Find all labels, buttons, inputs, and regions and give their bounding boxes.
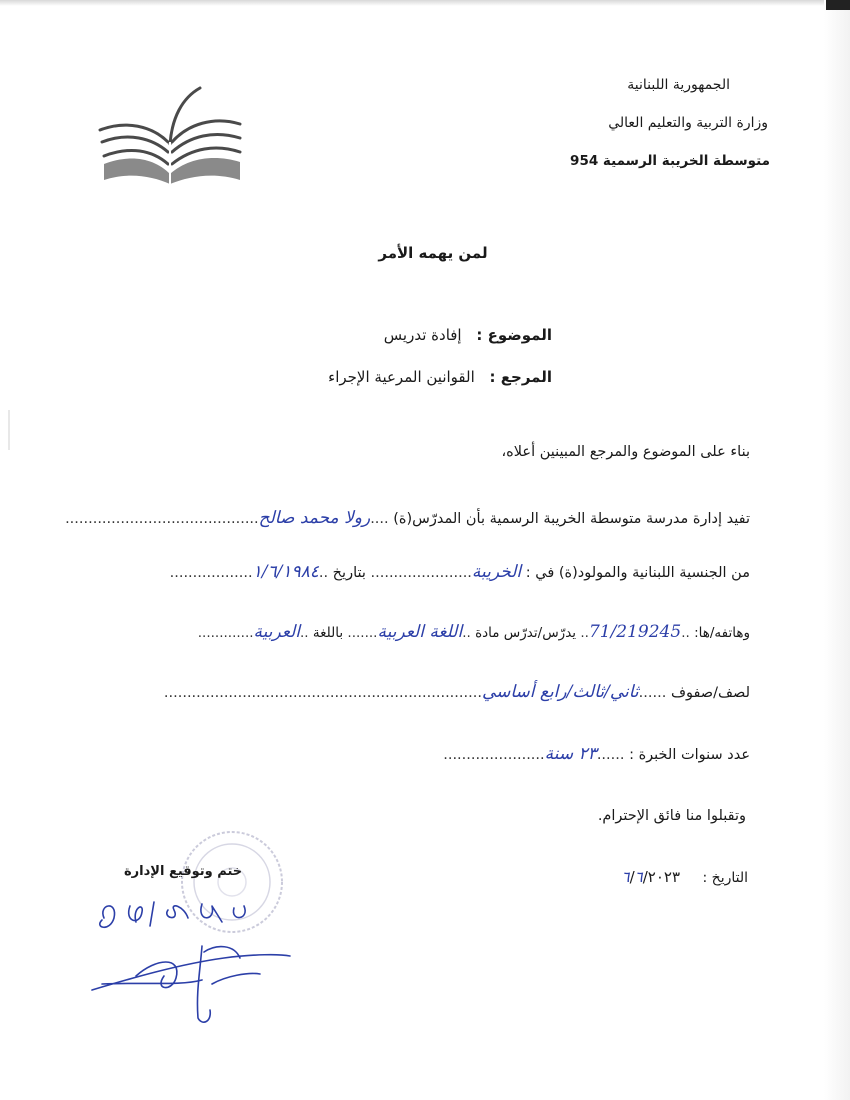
classes-row	[164, 682, 750, 702]
reference-row	[328, 368, 552, 386]
scan-edge-top	[0, 0, 850, 6]
classes-handwritten: ثاني/ثالث/رابع أساسي	[481, 682, 639, 702]
open-book-logo-icon	[96, 84, 246, 184]
closing-line: وتقبلوا منا فائق الإحترام.	[597, 808, 746, 824]
letter-title	[0, 244, 850, 262]
dotted-leader: ..........................................	[65, 511, 259, 527]
dotted-leader: ......	[596, 747, 625, 763]
birth-date-label: بتاريخ	[332, 565, 366, 581]
dotted-leader: ..	[318, 565, 329, 581]
dotted-leader: .....................................................................	[163, 685, 482, 701]
teaches-subject-label: يدرّس/تدرّس مادة	[475, 625, 577, 641]
dotted-leader: ..................	[169, 565, 253, 581]
phone-label: وهاتفه/ها:	[694, 625, 750, 641]
header-ministry: وزارة التربية والتعليم العالي	[608, 115, 768, 131]
teacher-row	[65, 508, 750, 528]
dotted-leader: ....	[370, 511, 389, 527]
subject-row	[384, 326, 552, 344]
teacher-name-handwritten: رولا محمد صالح	[258, 508, 371, 528]
birth-prefix: من الجنسية اللبنانية والمولود(ة) في :	[525, 565, 750, 581]
scan-edge-right	[824, 0, 850, 1100]
phone-handwritten: 71/219245	[588, 622, 682, 642]
reference-value: القوانين المرعية الإجراء	[328, 368, 475, 386]
classes-label: لصف/صفوف	[670, 685, 750, 701]
reference-label: المرجع :	[489, 368, 552, 386]
director-signature-icon	[84, 892, 294, 1032]
date-year: ٢٠٢٣	[647, 868, 681, 886]
language-label: باللغة	[312, 625, 344, 641]
scan-mark	[8, 410, 10, 450]
dotted-leader: ......................	[443, 747, 545, 763]
experience-label: عدد سنوات الخبرة :	[629, 747, 750, 763]
subject-value: إفادة تدريس	[383, 326, 462, 344]
birth-date-handwritten: ١/٦/١٩٨٤	[252, 562, 319, 582]
letter-title-text: لمن يهمه الأمر	[378, 244, 488, 262]
dotted-leader: ..	[580, 625, 589, 641]
stamp-caption: ختم وتوقيع الإدارة	[124, 864, 243, 879]
header-school: متوسطة الخريبة الرسمية 954	[570, 153, 770, 169]
subject-label: الموضوع :	[476, 326, 552, 344]
date-label: التاريخ :	[702, 870, 748, 886]
dotted-leader: ..	[462, 625, 471, 641]
intro-paragraph: بناء على الموضوع والمرجع المبينين أعلاه،	[501, 444, 750, 460]
date-month-handwritten: ٦	[634, 868, 643, 886]
dotted-leader: ......	[638, 685, 667, 701]
header-country: الجمهورية اللبنانية	[627, 77, 730, 93]
phone-row	[198, 622, 750, 642]
letterhead	[510, 66, 770, 180]
dotted-leader: ......................	[370, 565, 472, 581]
subject-handwritten: اللغة العربية	[377, 622, 463, 642]
experience-handwritten: ٢٣ سنة	[544, 744, 597, 764]
birth-place-handwritten: الخريبة	[471, 562, 522, 582]
experience-row	[443, 744, 750, 764]
dotted-leader: .............	[197, 625, 254, 641]
date-day-handwritten: ٦	[621, 868, 630, 886]
date-row	[622, 868, 748, 886]
scan-corner	[826, 0, 850, 10]
dotted-leader: ..	[681, 625, 690, 641]
dotted-leader: .......	[347, 625, 378, 641]
date-value: ٦/٦/٢٠٢٣	[621, 868, 681, 886]
dotted-leader: ..	[300, 625, 309, 641]
teacher-prefix: تفيد إدارة مدرسة متوسطة الخريبة الرسمية بأن المدرّس(ة)	[393, 511, 750, 527]
birth-row	[170, 562, 750, 582]
language-handwritten: العربية	[253, 622, 301, 642]
